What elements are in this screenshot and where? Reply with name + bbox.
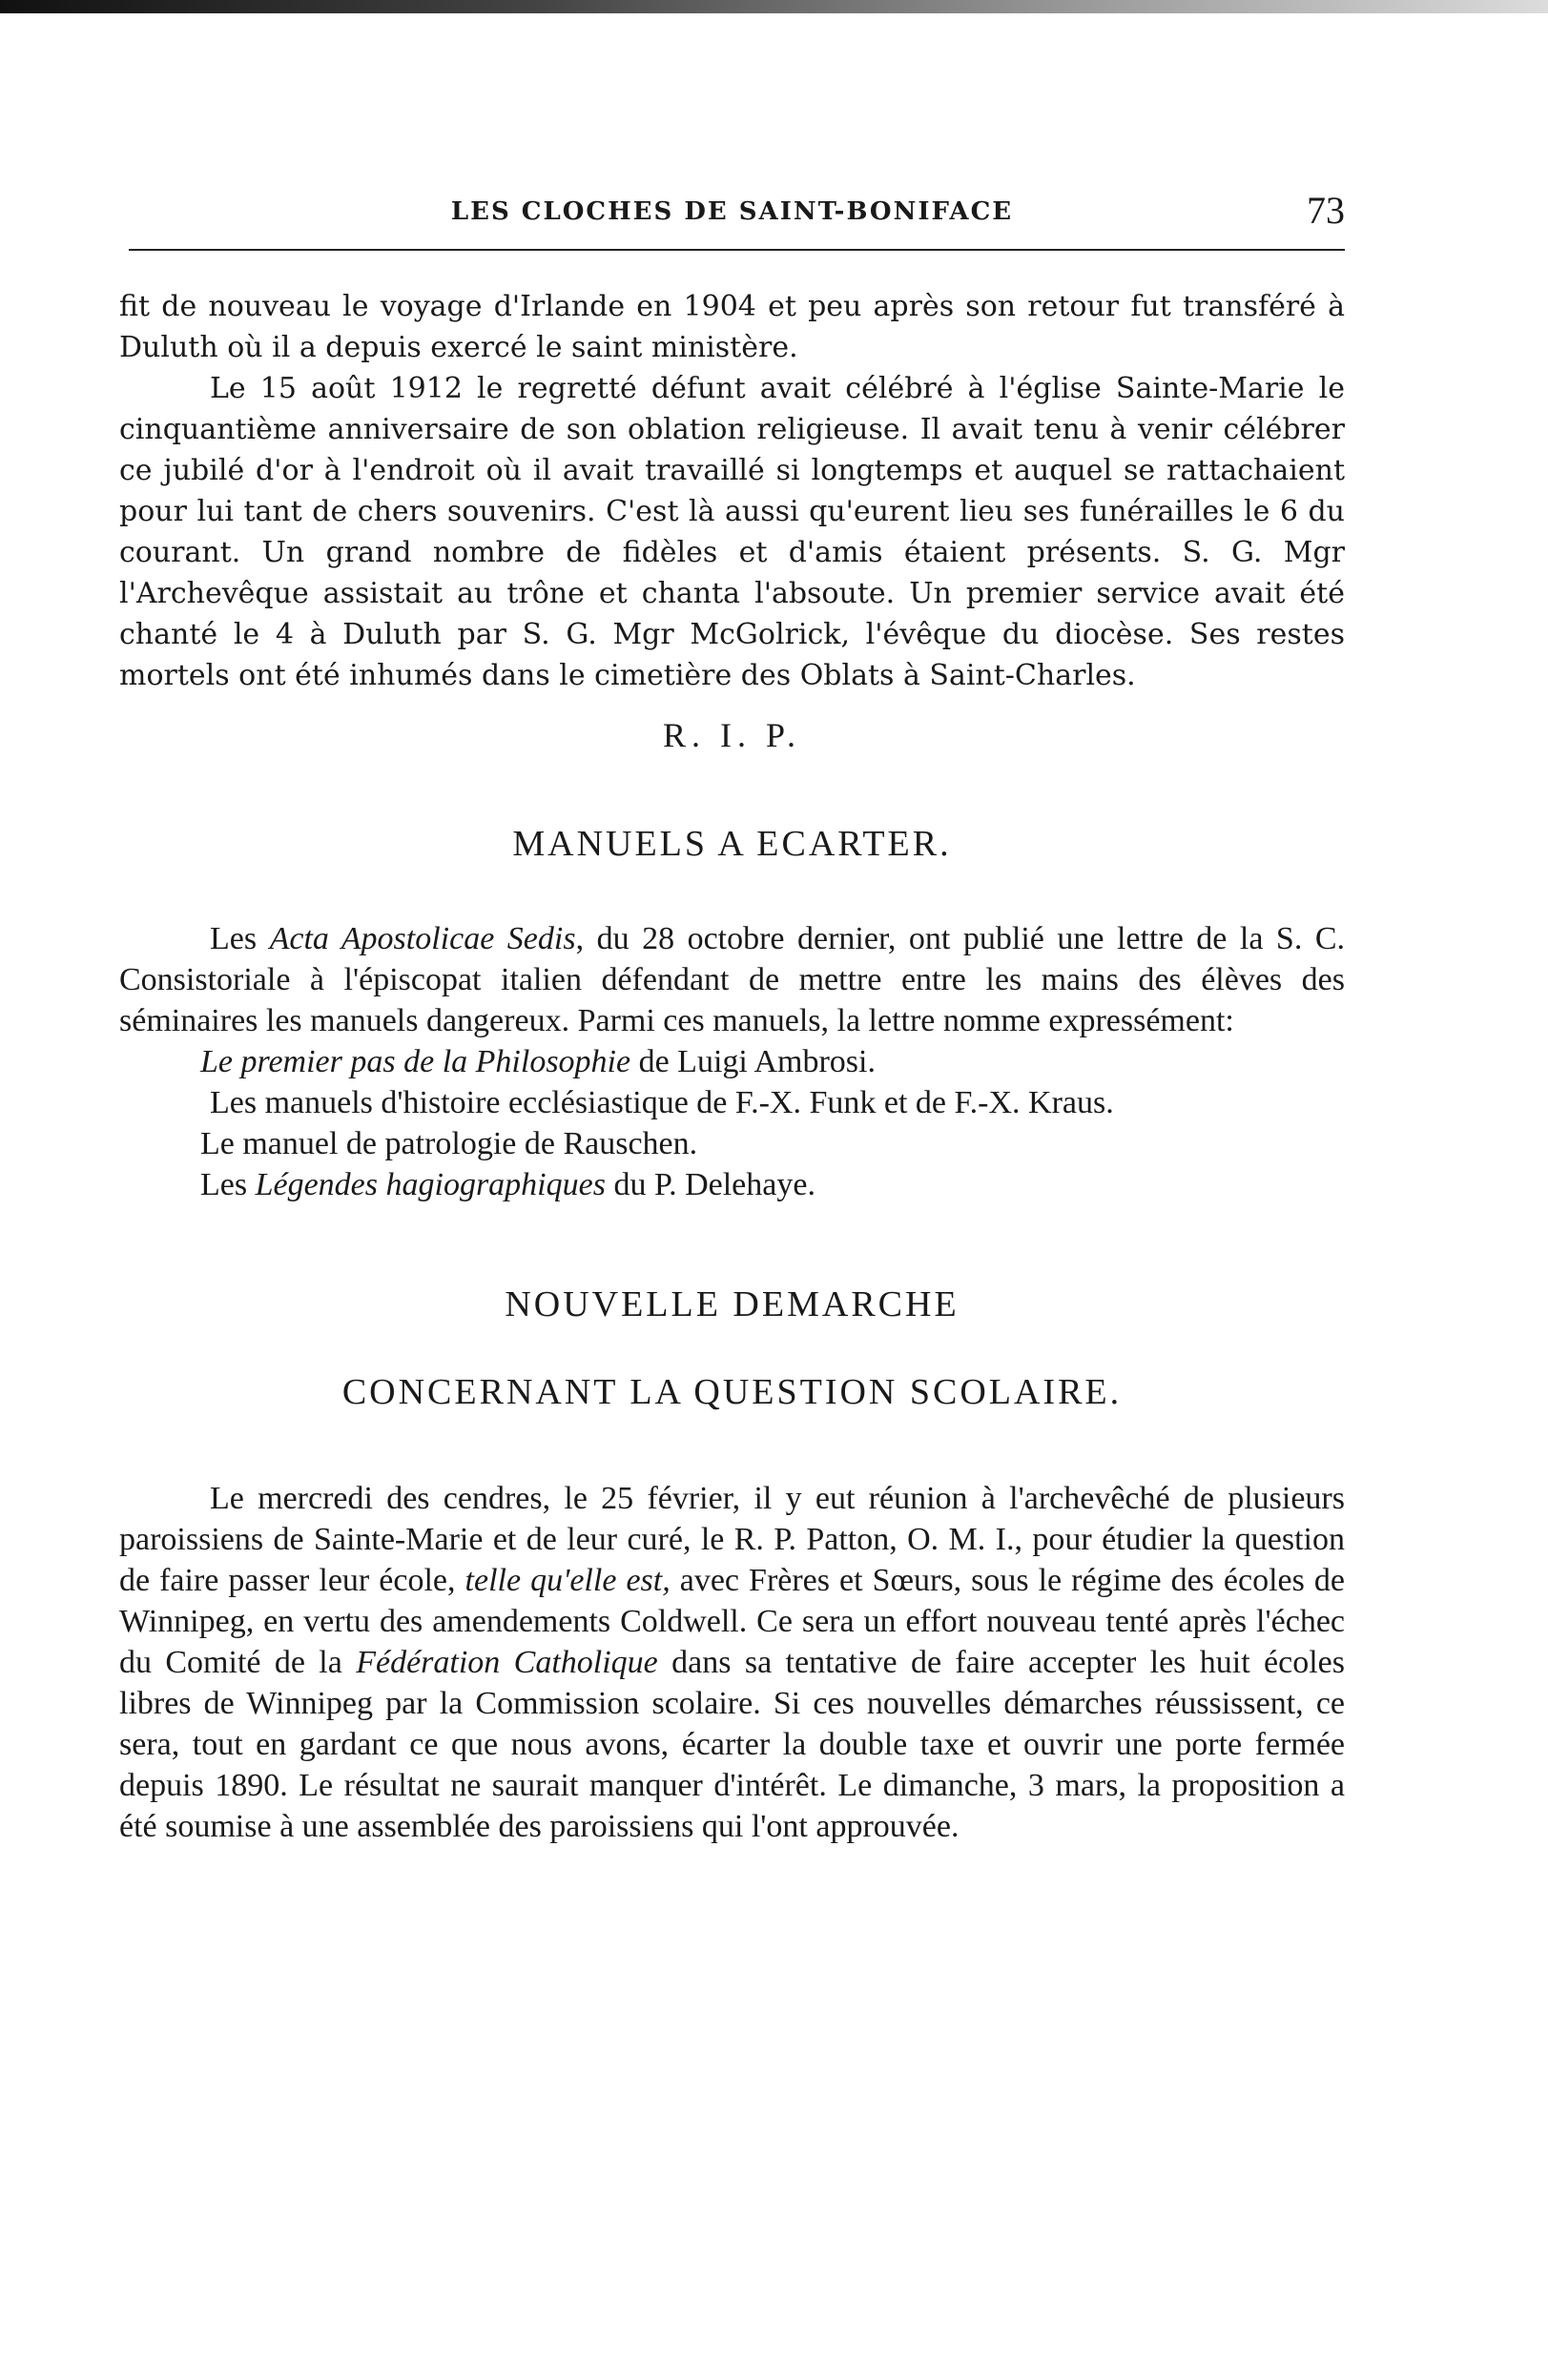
page-body [119,286,1345,1847]
manuel-item-author: de Luigi Ambrosi. [630,1044,876,1079]
manuels-intro-rest: , du 28 octobre dernier, ont publié une lettre de la S. C. Consistoriale à l'épiscopat italien défendant de mettre entre les mains des élèves des séminaires les manuels dangereux. Parmi ces manuels, la lettre nomme expressément: [119,921,1345,1038]
manuel-item-author: du P. Delehaye. [605,1167,815,1202]
acta-title: Acta Apostolicae Sedis [269,921,576,956]
manuel-item [119,1164,1345,1205]
obituary-paragraph-continued: fit de nouveau le voyage d'Irlande en 1904 et peu après son retour fut transféré à Duluth où il a depuis exercé le saint ministère. [119,290,1345,364]
manuel-item: Le manuel de patrologie de Rauschen. [200,1126,698,1161]
demarche-text-start: Le mercredi des cendres, le 25 février, il y eut réunion à l'archevêché de plusieurs paroissiens de Sainte-Marie et de leur curé, le R. P. Patton, O. M. I., pour étudier la question de faire passer leur école, [119,1481,1345,1598]
manuel-item [119,1041,1345,1082]
rip-line: R. I. P. [662,716,802,754]
manuels-intro-start: Les [210,921,270,956]
federation-name: Fédération Catholique [356,1645,658,1680]
section-subheading-scolaire: CONCERNANT LA QUESTION SCOLAIRE. [341,1372,1123,1412]
manuel-item: Les manuels d'histoire ecclésiastique de F.-X. Funk et de F.-X. Kraus. [210,1085,1114,1120]
demarche-section [119,1478,1345,1847]
page-number: 73 [1307,189,1345,232]
obituary-paragraph: Le 15 août 1912 le regretté défunt avait célébré à l'église Sainte-Marie le cinquantième anniversaire de son oblation religieuse. Il avait tenu à venir célébrer ce jubilé d'or à l'endroit où il avait travaillé si longtemps et auquel se rattachaient pour lui tant de chers souvenirs. C'est là aussi qu'eurent lieu ses funérailles le 6 du courant. Un grand nombre de fidèles et d'amis étaient présents. S. G. Mgr l'Archevêque assistait au trône et chanta l'absoute. Un premier service avait été chanté le 4 à Duluth par S. G. Mgr McGolrick, l'évêque du diocèse. Ses restes mortels ont été inhumés dans le cimetière des Oblats à Saint-Charles. [119,372,1345,692]
manuel-item-start: Les [200,1167,256,1202]
section-heading-demarche: NOUVELLE DEMARCHE [505,1284,960,1324]
manuel-item-title: Le premier pas de la Philosophie [200,1044,631,1079]
demarche-paragraph [119,1478,1345,1847]
running-head [119,186,1345,239]
demarche-text-middle: avec Frères et Sœurs, sous le régime des écoles de Winnipeg, en vertu des amendements Coldwell. Ce sera un effort nouveau tenté après l'échec du Comité de la [119,1563,1345,1680]
section-heading-manuels: MANUELS A ECARTER. [512,824,952,864]
demarche-text-end: dans sa tentative de faire accepter les huit écoles libres de Winnipeg par la Commission scolaire. Si ces nouvelles démarches réussissent, ce sera, tout en gardant ce que nous avons, écarter la double taxe et ouvrir une porte fermée depuis 1890. Le résultat ne saurait manquer d'intérêt. Le dimanche, 3 mars, la proposition a été soumise à une assemblée des paroissiens qui l'ont approuvée. [119,1645,1345,1844]
book-page [119,186,1345,1844]
manuels-section [119,918,1345,1205]
running-title: LES CLOCHES DE SAINT-BONIFACE [450,197,1014,226]
manuel-item-title: Légendes hagiographiques [255,1167,606,1202]
demarche-italic-phrase: telle qu'elle est, [464,1563,671,1598]
scan-edge-bar [0,0,1548,13]
manuels-intro-paragraph [119,918,1345,1041]
header-rule [129,249,1345,251]
